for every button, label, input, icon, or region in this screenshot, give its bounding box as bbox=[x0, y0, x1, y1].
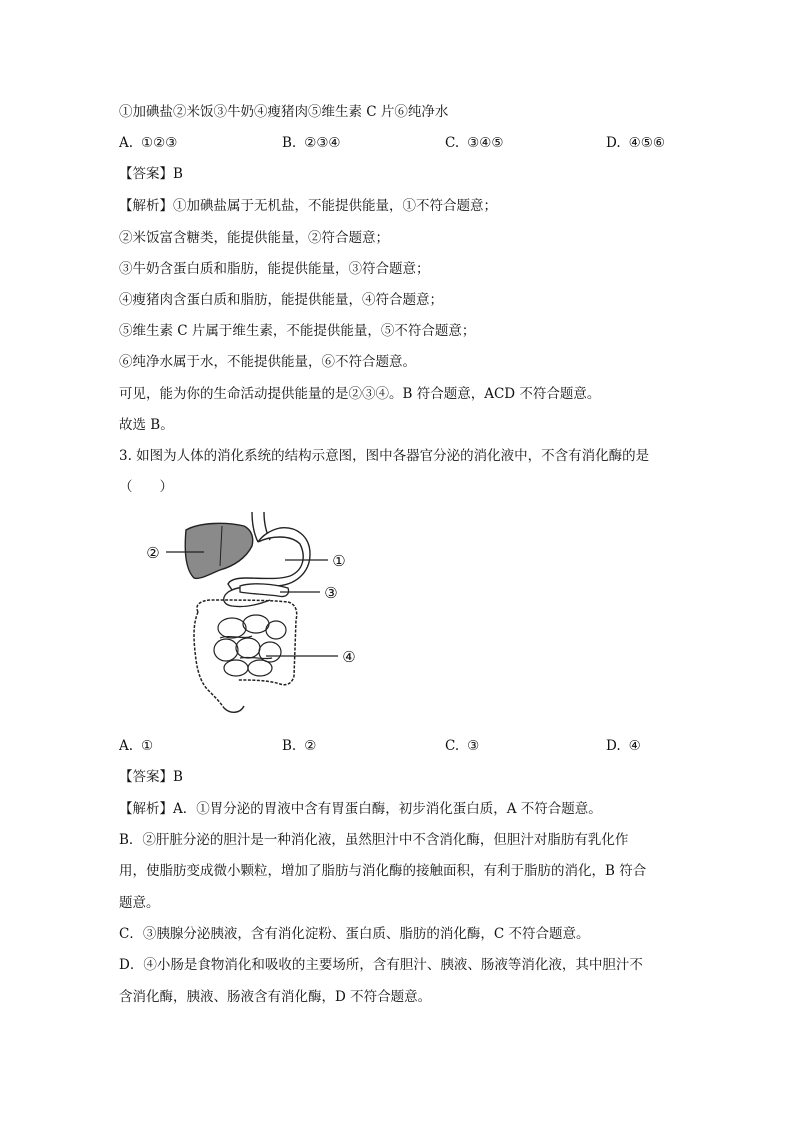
option-c: C. ③④⑤ bbox=[445, 135, 504, 151]
option-a: A. ①②③ bbox=[119, 135, 178, 151]
option-b: B. ② bbox=[282, 738, 317, 754]
diagram-label-3: ③ bbox=[324, 584, 338, 602]
option-a: A. ① bbox=[119, 738, 154, 754]
answer-line: 【答案】B bbox=[119, 166, 183, 182]
option-d: D. ④ bbox=[606, 738, 641, 754]
analysis-line: 含消化酶，胰液、肠液含有消化酶，D 不符合题意。 bbox=[119, 989, 432, 1005]
question-stem: 3. 如图为人体的消化系统的结构示意图，图中各器官分泌的消化液中，不含有消化酶的是 bbox=[119, 448, 650, 464]
diagram-label-1: ① bbox=[332, 552, 346, 570]
option-b: B. ②③④ bbox=[282, 135, 341, 151]
analysis-line: C．③胰腺分泌胰液，含有消化淀粉、蛋白质、脂肪的消化酶，C 不符合题意。 bbox=[119, 926, 590, 942]
analysis-line: 题意。 bbox=[119, 895, 160, 911]
analysis-line: ④瘦猪肉含蛋白质和脂肪，能提供能量，④符合题意； bbox=[119, 292, 443, 308]
analysis-line: 可见，能为你的生命活动提供能量的是②③④。B 符合题意，ACD 不符合题意。 bbox=[119, 386, 601, 402]
analysis-line: ③牛奶含蛋白质和脂肪，能提供能量，③符合题意； bbox=[119, 261, 430, 277]
answer-line: 【答案】B bbox=[119, 769, 183, 785]
pancreas-shape bbox=[240, 584, 289, 597]
option-d: D. ④⑤⑥ bbox=[606, 135, 665, 151]
question-blank: （ ） bbox=[119, 479, 173, 495]
analysis-line: 【解析】A．①胃分泌的胃液中含有胃蛋白酶，初步消化蛋白质，A 不符合题意。 bbox=[119, 801, 602, 817]
analysis-line: ⑥纯净水属于水，不能提供能量，⑥不符合题意。 bbox=[119, 354, 416, 370]
analysis-line: 【解析】①加碘盐属于无机盐，不能提供能量，①不符合题意； bbox=[119, 198, 497, 214]
analysis-line: B．②肝脏分泌的胆汁是一种消化液，虽然胆汁中不含消化酶，但胆汁对脂肪有乳化作 bbox=[119, 832, 629, 848]
digestive-system-diagram bbox=[140, 508, 370, 718]
analysis-line: D．④小肠是食物消化和吸收的主要场所，含有胆汁、胰液、肠液等消化液，其中胆汁不 bbox=[119, 957, 643, 973]
analysis-line: 故选 B。 bbox=[119, 417, 174, 433]
diagram-label-4: ④ bbox=[342, 648, 356, 666]
small-intestine-shape bbox=[214, 615, 286, 676]
analysis-line: ⑤维生素 C 片属于维生素，不能提供能量，⑤不符合题意； bbox=[119, 323, 476, 339]
analysis-line: 用，使脂肪变成微小颗粒，增加了脂肪与消化酶的接触面积，有利于脂肪的消化，B 符合 bbox=[119, 863, 647, 879]
diagram-label-2: ② bbox=[146, 544, 160, 562]
option-c: C. ③ bbox=[445, 738, 480, 754]
question-items: ①加碘盐②米饭③牛奶④瘦猪肉⑤维生素 C 片⑥纯净水 bbox=[119, 104, 449, 120]
liver-shape bbox=[185, 523, 252, 578]
analysis-line: ②米饭富含糖类，能提供能量，②符合题意； bbox=[119, 230, 389, 246]
